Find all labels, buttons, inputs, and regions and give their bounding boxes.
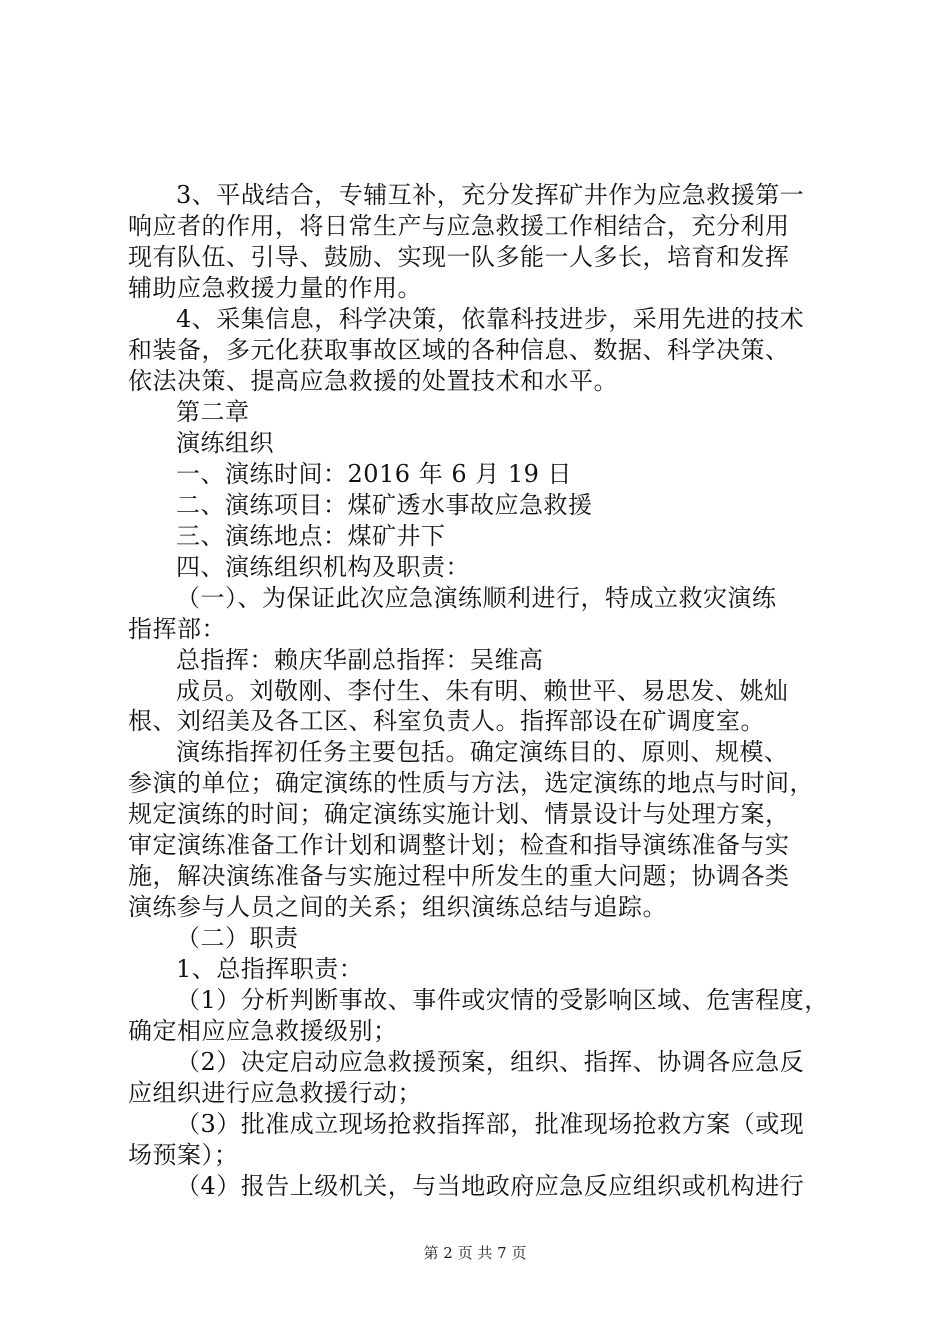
body-text-line: 审定演练准备工作计划和调整计划；检查和指导演练准备与实 xyxy=(128,831,790,859)
body-text-line: 指挥部： xyxy=(128,615,226,643)
body-text-line: 确定相应应急救援级别； xyxy=(128,1017,398,1045)
body-text-line: 场预案）； xyxy=(128,1141,239,1169)
body-text-line: 演练参与人员之间的关系；组织演练总结与追踪。 xyxy=(128,893,667,921)
body-text-line: 施，解决演练准备与实施过程中所发生的重大问题；协调各类 xyxy=(128,862,790,890)
body-text-line: 辅助应急救援力量的作用。 xyxy=(128,274,422,302)
body-text-line: 4、采集信息，科学决策，依靠科技进步，采用先进的技术 xyxy=(176,305,805,333)
body-text-line: 参演的单位；确定演练的性质与方法，选定演练的地点与时间， xyxy=(128,769,814,797)
body-text-line: 成员。刘敬刚、李付生、朱有明、赖世平、易思发、姚灿 xyxy=(176,677,789,705)
body-text-line: 规定演练的时间；确定演练实施计划、情景设计与处理方案， xyxy=(128,800,790,828)
body-text-line: 演练指挥初任务主要包括。确定演练目的、原则、规模、 xyxy=(176,738,789,766)
body-text-line: （4）报告上级机关，与当地政府应急反应组织或机构进行 xyxy=(176,1172,805,1200)
body-text-line: 四、演练组织机构及职责： xyxy=(176,553,470,581)
body-text-line: 应组织进行应急救援行动； xyxy=(128,1079,422,1107)
body-text-line: 总指挥：赖庆华副总指挥：吴维高 xyxy=(176,646,544,674)
body-text-line: 三、演练地点：煤矿井下 xyxy=(176,522,446,550)
chapter-heading: 第二章 xyxy=(176,398,250,426)
body-text-line: 根、刘绍美及各工区、科室负责人。指挥部设在矿调度室。 xyxy=(128,707,765,735)
body-text-line: 现有队伍、引导、鼓励、实现一队多能一人多长，培育和发挥 xyxy=(128,243,790,271)
page-footer: 第 2 页 共 7 页 xyxy=(423,1244,527,1262)
body-text-line: 依法决策、提高应急救援的处置技术和水平。 xyxy=(128,367,618,395)
body-text-line: 一、演练时间：2016 年 6 月 19 日 xyxy=(176,460,573,488)
body-text-line: （3）批准成立现场抢救指挥部，批准现场抢救方案（或现 xyxy=(176,1110,805,1138)
body-text-line: 和装备，多元化获取事故区域的各种信息、数据、科学决策、 xyxy=(128,336,790,364)
body-text-line: （2）决定启动应急救援预案，组织、指挥、协调各应急反 xyxy=(176,1048,805,1076)
body-text-line: 响应者的作用，将日常生产与应急救援工作相结合，充分利用 xyxy=(128,212,790,240)
body-text-line: （二）职责 xyxy=(176,924,299,952)
body-text-line: 二、演练项目：煤矿透水事故应急救援 xyxy=(176,491,593,519)
body-text-line: （1）分析判断事故、事件或灾情的受影响区域、危害程度， xyxy=(176,986,829,1014)
body-text-line: 1、总指挥职责： xyxy=(176,955,364,983)
section-heading: 演练组织 xyxy=(176,429,274,457)
body-text-line: （一）、为保证此次应急演练顺利进行，特成立救灾演练 xyxy=(176,584,777,612)
body-text-line: 3、平战结合，专辅互补，充分发挥矿井作为应急救援第一 xyxy=(176,181,805,209)
